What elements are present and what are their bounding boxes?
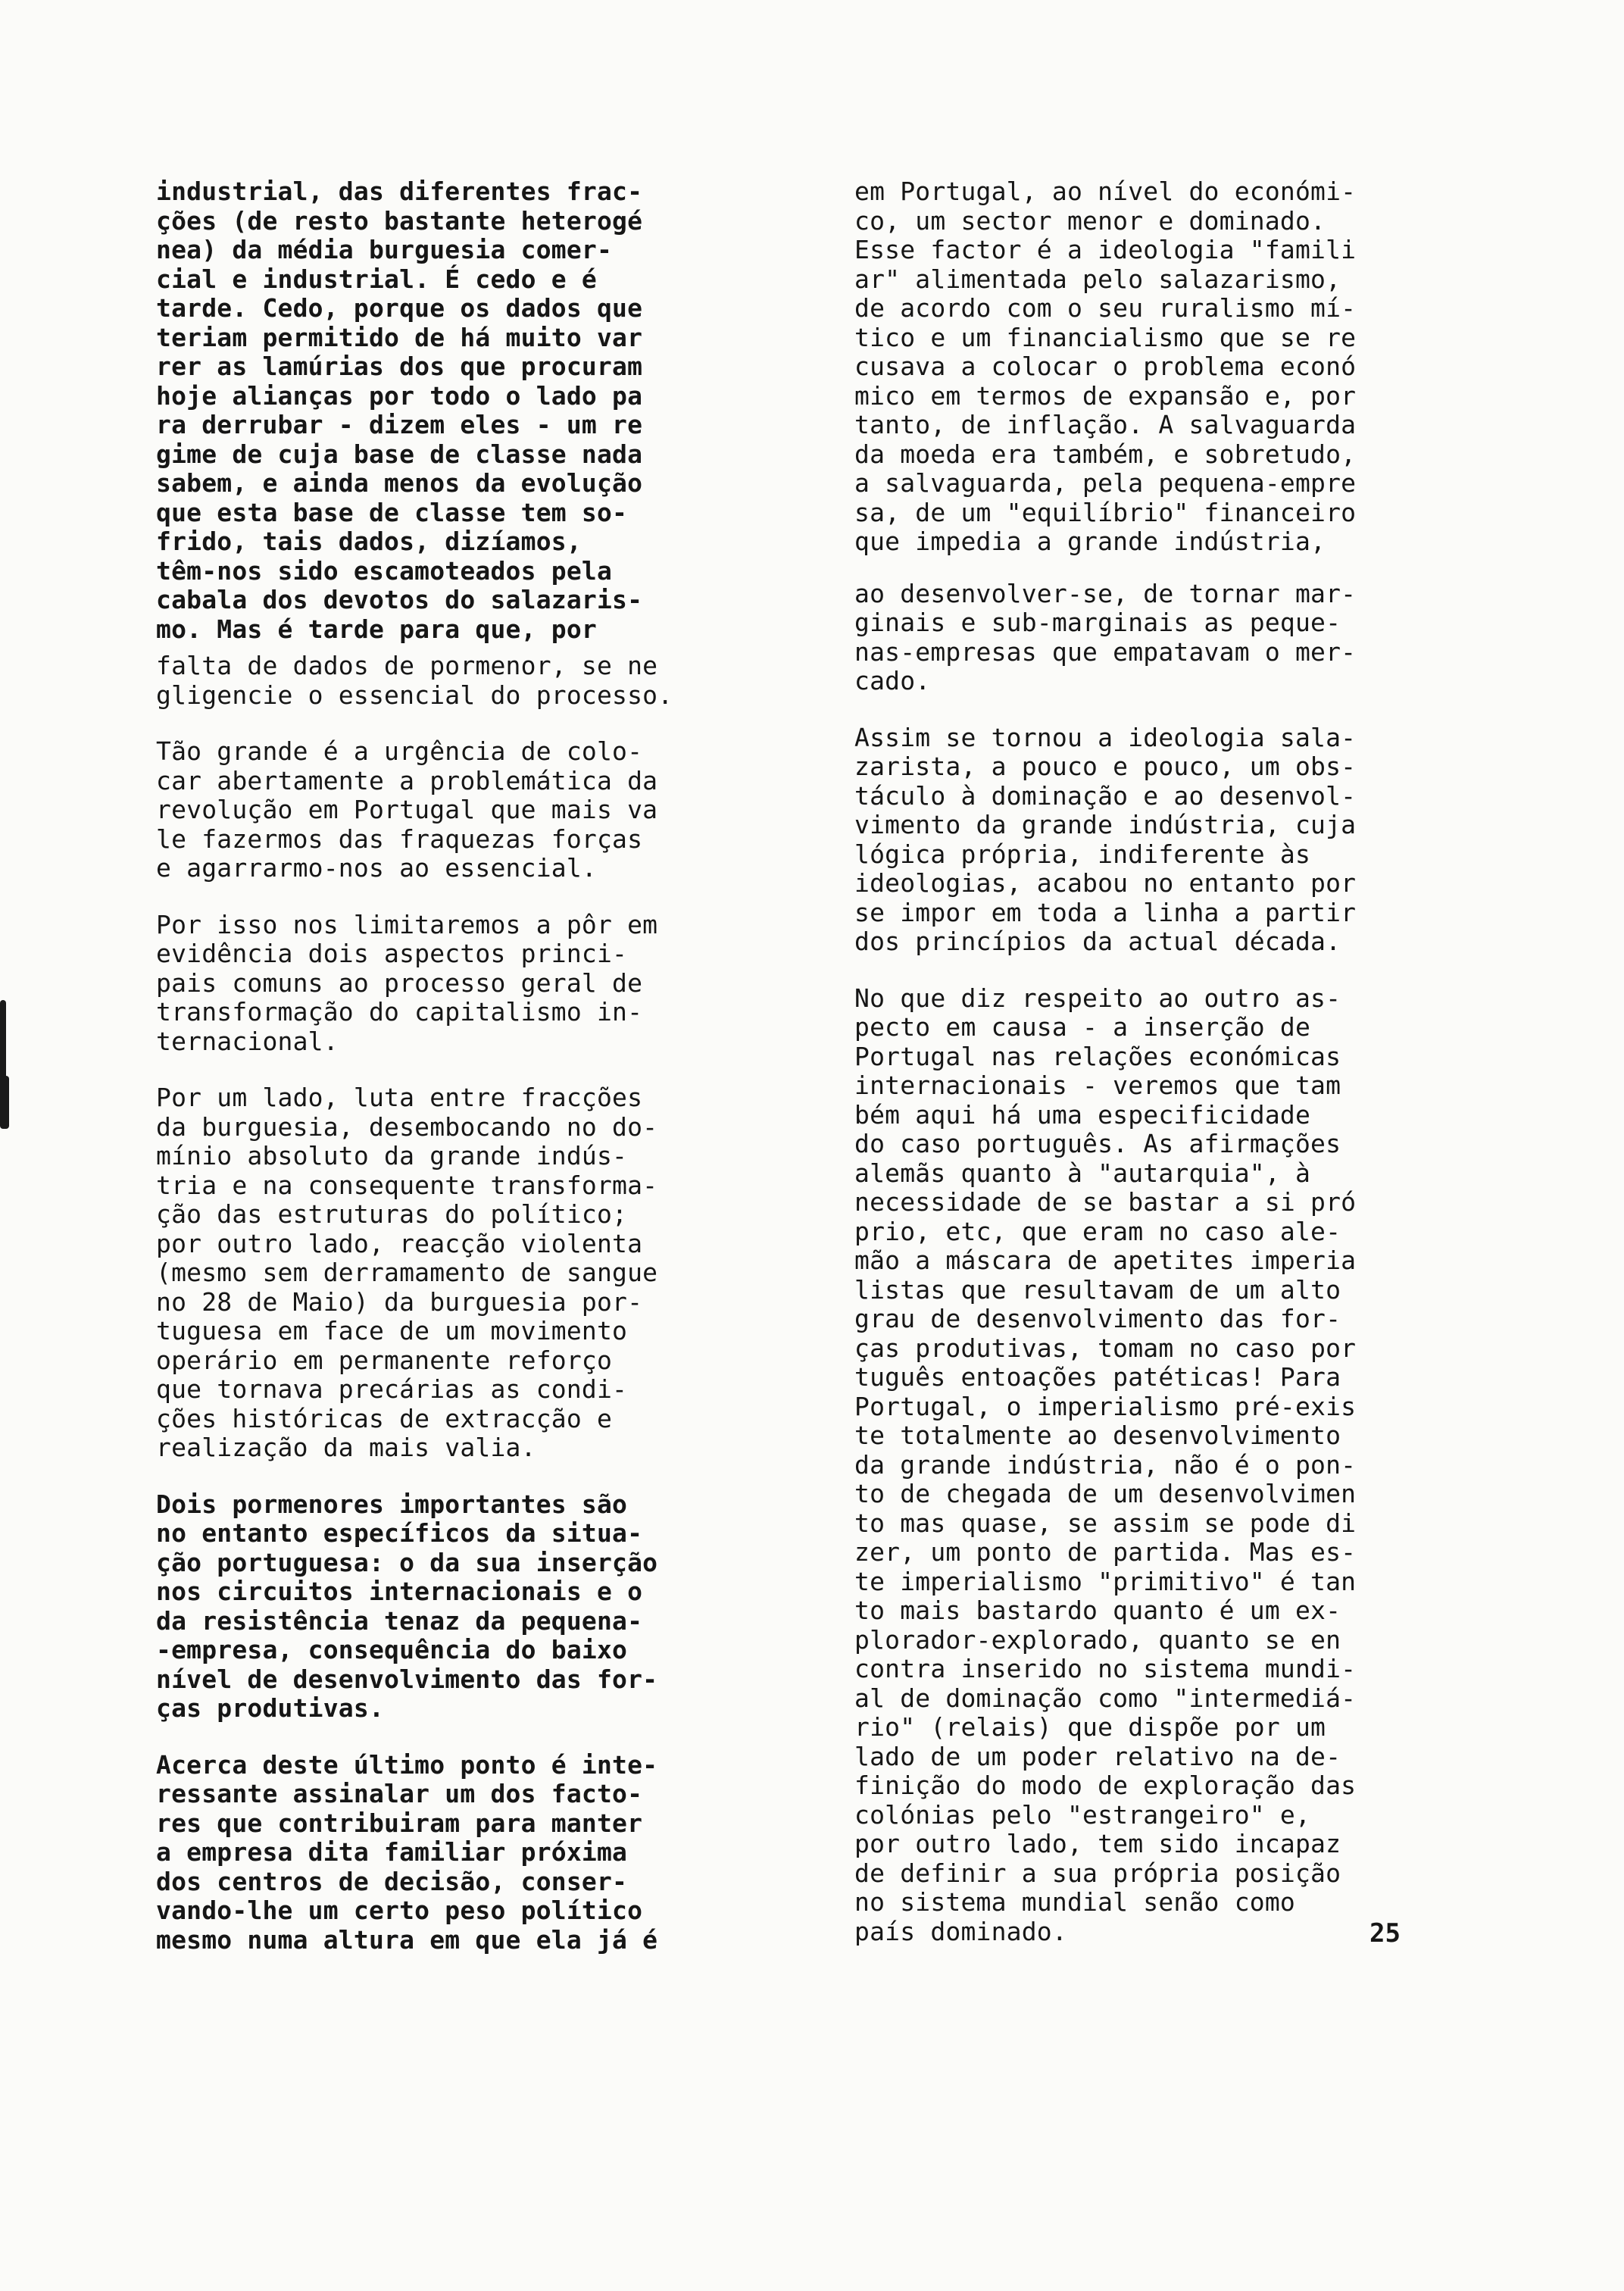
text-line: em Portugal, ao nível do económi- — [854, 177, 1357, 206]
text-line: res que contribuiram para manter — [156, 1808, 643, 1838]
text-line: operário em permanente reforço — [156, 1345, 613, 1375]
text-line: transformação do capitalismo in- — [156, 997, 643, 1027]
paragraph-gap — [854, 696, 1460, 724]
text-line: país dominado. — [854, 1916, 1067, 1946]
left-paragraph — [156, 1490, 762, 1724]
text-line: ginais e sub-marginais as peque- — [854, 608, 1341, 637]
text-line: colónias pelo "estrangeiro" e, — [854, 1799, 1311, 1830]
text-line: (mesmo sem derramamento de sangue — [156, 1258, 658, 1287]
text-line: de acordo com o seu ruralismo mí- — [854, 293, 1357, 323]
paragraph-gap — [156, 883, 762, 911]
text-line: que esta base de classe tem so- — [156, 497, 628, 527]
text-line: ções históricas de extracção e — [156, 1403, 613, 1433]
text-line: ças produtivas. — [156, 1693, 385, 1723]
text-line: evidência dois aspectos princi- — [156, 939, 628, 968]
right-paragraph — [854, 177, 1460, 557]
page-number: 25 — [1369, 1918, 1401, 1949]
text-line: Portugal, o imperialismo pré-exis — [854, 1391, 1357, 1421]
text-line: to de chegada de um desenvolvimen — [854, 1479, 1357, 1508]
text-line: lógica própria, indiferente às — [854, 839, 1311, 869]
text-line: mesmo numa altura em que ela já é — [156, 1924, 658, 1955]
text-line: têm-nos sido escamoteados pela — [156, 555, 613, 586]
text-line: nea) da média burguesia comer- — [156, 235, 613, 264]
text-line: ção das estruturas do político; — [156, 1199, 628, 1229]
paragraph-gap — [156, 1463, 762, 1490]
text-line: Por um lado, luta entre fracções — [156, 1083, 643, 1112]
text-line: te imperialismo "primitivo" é tan — [854, 1566, 1357, 1596]
text-line: cusava a colocar o problema econó — [854, 352, 1357, 381]
text-line: vimento da grande indústria, cuja — [854, 810, 1357, 839]
text-line: Portugal nas relações económicas — [854, 1041, 1341, 1071]
text-line: ra derrubar - dizem eles - um re — [156, 410, 643, 439]
paragraph-gap — [156, 1724, 762, 1751]
right-paragraph — [854, 724, 1460, 957]
text-line: to mais bastardo quanto é um ex- — [854, 1596, 1341, 1625]
right-column — [854, 177, 1460, 1946]
left-paragraph — [156, 177, 762, 644]
text-line: ar" alimentada pelo salazarismo, — [854, 264, 1341, 294]
text-line: co, um sector menor e dominado. — [854, 205, 1326, 236]
text-line: pecto em causa - a inserção de — [854, 1012, 1311, 1042]
text-line: revolução em Portugal que mais va — [156, 795, 658, 824]
text-line: tanto, de inflação. A salvaguarda — [854, 410, 1357, 439]
text-line: finição do modo de exploração das — [854, 1771, 1357, 1800]
text-line: Tão grande é a urgência de colo- — [156, 736, 643, 766]
text-line: cado. — [854, 666, 931, 695]
text-line: al de dominação como "intermediá- — [854, 1683, 1357, 1713]
left-paragraph — [156, 737, 762, 883]
text-line: car abertamente a problemática da — [156, 765, 658, 795]
text-line: a empresa dita familiar próxima — [156, 1837, 628, 1867]
text-line: ao desenvolver-se, de tornar mar- — [854, 578, 1357, 608]
text-line: da grande indústria, não é o pon- — [854, 1449, 1357, 1480]
left-paragraph — [156, 1083, 762, 1463]
text-line: mínio absoluto da grande indús- — [156, 1141, 628, 1171]
text-line: Dois pormenores importantes são — [156, 1489, 628, 1519]
text-line: ressante assinalar um dos facto- — [156, 1779, 643, 1808]
text-line: vando-lhe um certo peso político — [156, 1896, 643, 1925]
text-line: Assim se tornou a ideologia sala- — [854, 722, 1357, 752]
text-line: plorador-explorado, quanto se en — [854, 1624, 1341, 1655]
text-line: No que diz respeito ao outro as- — [854, 983, 1341, 1013]
text-line: no 28 de Maio) da burguesia por- — [156, 1286, 643, 1317]
left-paragraph — [156, 652, 762, 710]
text-line: internacionais - veremos que tam — [854, 1070, 1341, 1100]
text-line: no entanto específicos da situa- — [156, 1518, 643, 1548]
text-line: tuguesa em face de um movimento — [156, 1316, 628, 1346]
text-line: ças produtivas, tomam no caso por — [854, 1333, 1357, 1363]
text-line: hoje alianças por todo o lado pa — [156, 380, 643, 411]
text-line: da moeda era também, e sobretudo, — [854, 439, 1357, 469]
text-line: sa, de um "equilíbrio" financeiro — [854, 497, 1357, 527]
right-paragraph — [854, 580, 1460, 696]
text-line: bém aqui há uma especificidade — [854, 1099, 1311, 1130]
text-line: rio" (relais) que dispõe por um — [854, 1712, 1326, 1742]
text-line: por outro lado, reacção violenta — [156, 1228, 643, 1258]
text-line: do caso português. As afirmações — [854, 1129, 1341, 1158]
text-line: ções (de resto bastante heterogé — [156, 205, 643, 236]
paragraph-gap — [156, 1056, 762, 1083]
text-line: frido, tais dados, dizíamos, — [156, 527, 582, 556]
text-line: alemãs quanto à "autarquia", à — [854, 1158, 1311, 1188]
text-line: te totalmente ao desenvolvimento — [854, 1421, 1341, 1450]
text-line: mico em termos de expansão e, por — [854, 380, 1357, 411]
text-line: a salvaguarda, pela pequena-empre — [854, 468, 1357, 498]
text-line: listas que resultavam de um alto — [854, 1274, 1341, 1305]
text-line: Por isso nos limitaremos a pôr em — [156, 909, 658, 939]
text-line: prio, etc, que eram no caso ale- — [854, 1216, 1341, 1246]
left-paragraph — [156, 911, 762, 1057]
margin-blot-mark — [0, 1076, 9, 1129]
text-line: Acerca deste último ponto é inte- — [156, 1749, 658, 1780]
text-line: gligencie o essencial do processo. — [156, 680, 673, 710]
text-line: pais comuns ao processo geral de — [156, 967, 643, 998]
text-line: grau de desenvolvimento das for- — [854, 1304, 1341, 1333]
text-line: -empresa, consequência do baixo — [156, 1635, 628, 1664]
paragraph-gap — [156, 710, 762, 737]
text-line: tuguês entoações patéticas! Para — [854, 1362, 1341, 1392]
text-line: lado de um poder relativo na de- — [854, 1741, 1341, 1771]
text-line: e agarrarmo-nos ao essencial. — [156, 853, 597, 883]
text-line: no sistema mundial senão como — [854, 1887, 1295, 1917]
text-line: sabem, e ainda menos da evolução — [156, 468, 643, 498]
right-paragraph — [854, 984, 1460, 1947]
text-line: por outro lado, tem sido incapaz — [854, 1829, 1341, 1858]
text-line: dos princípios da actual década. — [854, 927, 1341, 956]
text-line: to mas quase, se assim se pode di — [854, 1508, 1357, 1538]
text-line: Esse factor é a ideologia "famili — [854, 235, 1357, 264]
text-line: zer, um ponto de partida. Mas es- — [854, 1537, 1357, 1567]
paragraph-gap — [854, 957, 1460, 984]
text-line: rer as lamúrias dos que procuram — [156, 352, 643, 381]
text-line: táculo à dominação e ao desenvol- — [854, 780, 1357, 811]
text-line: ternacional. — [156, 1026, 339, 1056]
text-line: cial e industrial. É cedo e é — [156, 264, 597, 294]
text-line: le fazermos das fraquezas forças — [156, 824, 643, 854]
paragraph-gap — [854, 557, 1460, 580]
text-line: ideologias, acabou no entanto por — [854, 868, 1357, 898]
text-line: mo. Mas é tarde para que, por — [156, 614, 597, 644]
text-line: nível de desenvolvimento das for- — [156, 1664, 658, 1694]
text-line: dos centros de decisão, conser- — [156, 1866, 628, 1896]
text-line: de definir a sua própria posição — [854, 1858, 1341, 1888]
text-line: teriam permitido de há muito var — [156, 322, 643, 352]
text-line: tico e um financialismo que se re — [854, 322, 1357, 352]
text-line: tarde. Cedo, porque os dados que — [156, 293, 643, 323]
text-line: ção portuguesa: o da sua inserção — [156, 1547, 658, 1577]
text-line: falta de dados de pormenor, se ne — [156, 651, 658, 680]
text-line: nas-empresas que empatavam o mer- — [854, 636, 1357, 667]
text-line: gime de cuja base de classe nada — [156, 439, 643, 469]
text-line: da resistência tenaz da pequena- — [156, 1605, 643, 1636]
text-line: tria e na consequente transforma- — [156, 1170, 658, 1200]
text-line: da burguesia, desembocando no do- — [156, 1111, 658, 1142]
text-line: nos circuitos internacionais e o — [156, 1577, 643, 1606]
text-line: se impor em toda a linha a partir — [854, 897, 1357, 927]
text-line: zarista, a pouco e pouco, um obs- — [854, 752, 1357, 781]
text-line: necessidade de se bastar a si pró — [854, 1187, 1357, 1217]
text-line: contra inserido no sistema mundi- — [854, 1654, 1357, 1683]
text-line: que tornava precárias as condi- — [156, 1374, 628, 1404]
left-column — [156, 177, 762, 1955]
text-line: que impedia a grande indústria, — [854, 527, 1326, 556]
text-line: realização da mais valia. — [156, 1433, 536, 1462]
left-paragraph — [156, 1751, 762, 1955]
text-line: industrial, das diferentes frac- — [156, 177, 643, 206]
text-line: mão a máscara de apetites imperia — [854, 1246, 1357, 1275]
text-line: cabala dos devotos do salazaris- — [156, 585, 643, 614]
